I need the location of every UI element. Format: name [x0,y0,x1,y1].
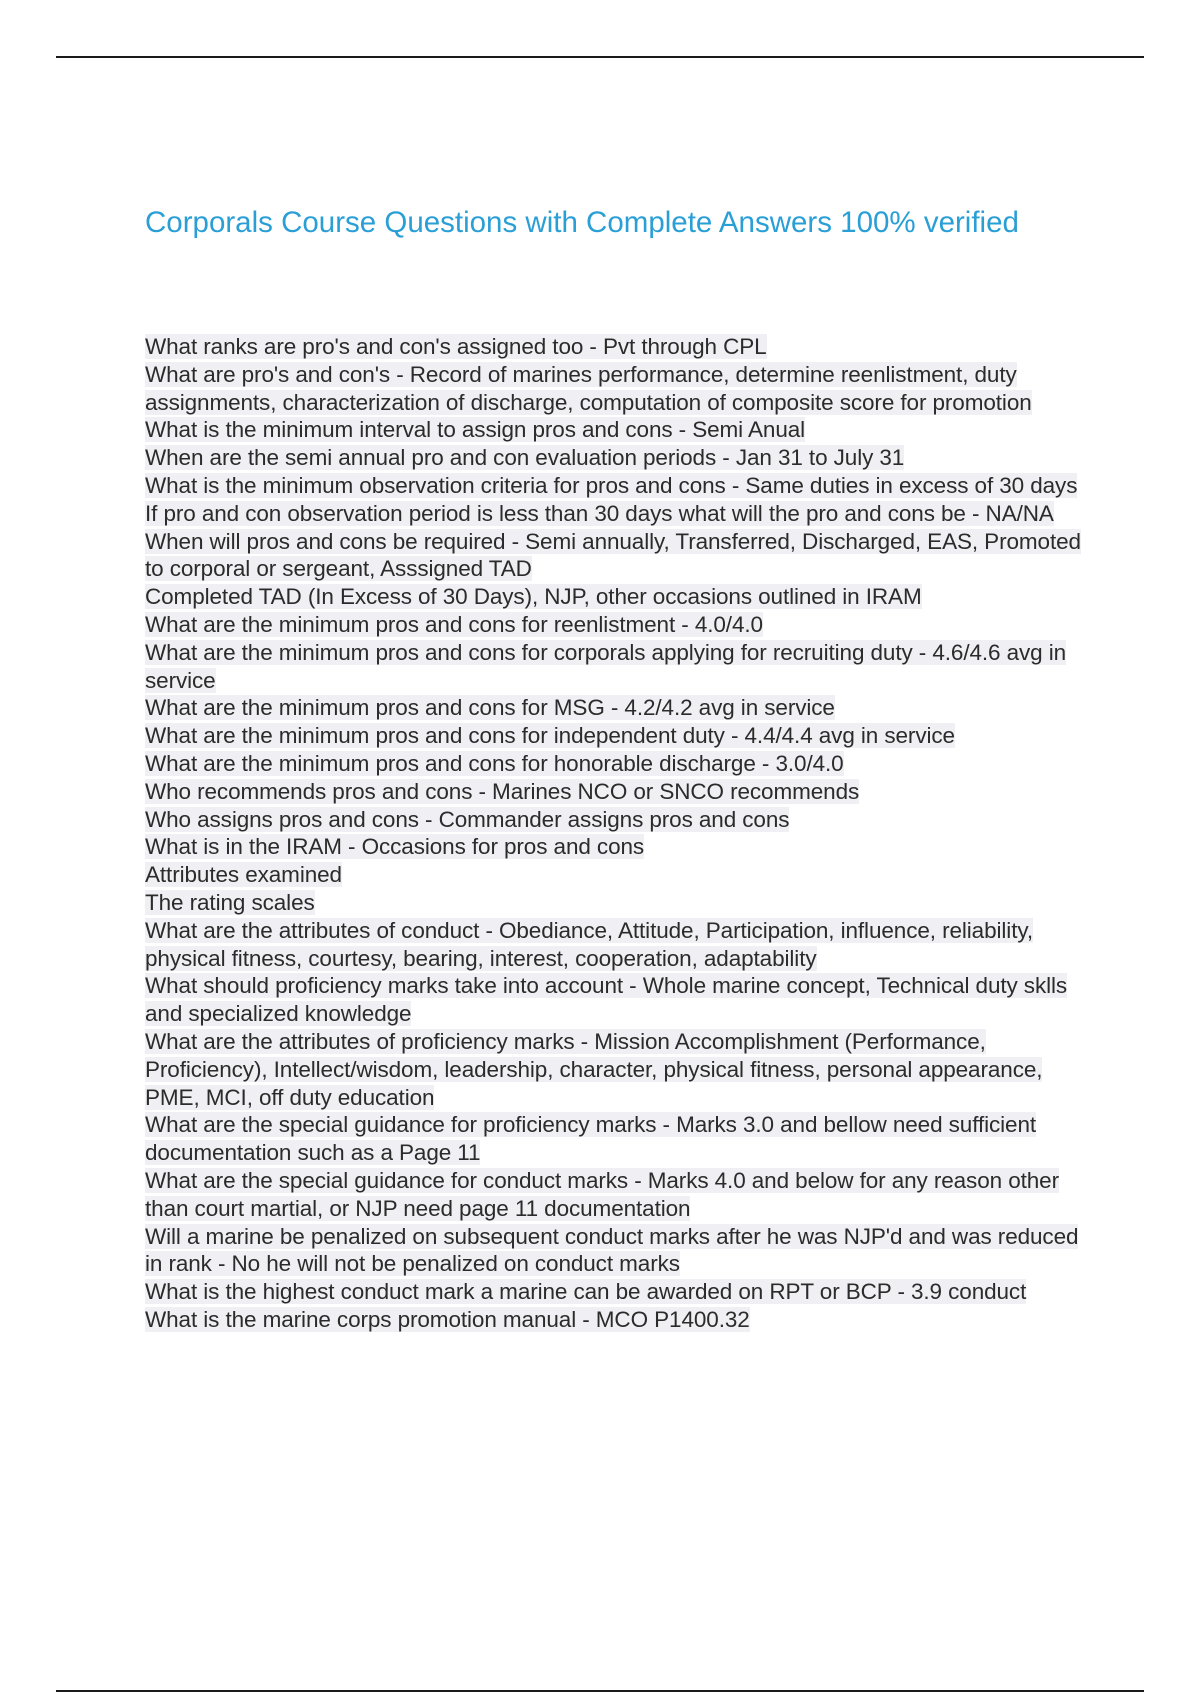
qa-line: Completed TAD (In Excess of 30 Days), NJP, other occasions outlined in IRAM [145,584,922,610]
qa-line: Who assigns pros and cons - Commander assigns pros and cons [145,806,790,832]
header-rule [56,56,1144,58]
qa-line: Who recommends pros and cons - Marines NCO or SNCO recommends [145,778,860,804]
qa-line: What are the minimum pros and cons for independent duty - 4.4/4.4 avg in service [145,723,955,749]
qa-line: What are the special guidance for proficiency marks - Marks 3.0 and bellow need sufficient documentation such as a Page 11 [145,1112,1037,1166]
qa-line: What should proficiency marks take into account - Whole marine concept, Technical duty sklls and specialized knowledge [145,973,1068,1027]
qa-line: What are the attributes of proficiency marks - Mission Accomplishment (Performance, Proficiency), Intellect/wisdom, leadership, character, physical fitness, personal appearance, PME, MCI, off duty education [145,1028,1043,1110]
qa-body [145,333,1095,1334]
qa-line: If pro and con observation period is less than 30 days what will the pro and cons be - NA/NA [145,500,1054,526]
qa-line: Will a marine be penalized on subsequent conduct marks after he was NJP'd and was reduced in rank - No he will not be penalized on conduct marks [145,1223,1079,1277]
qa-line: What is the highest conduct mark a marine can be awarded on RPT or BCP - 3.9 conduct [145,1279,1027,1305]
qa-line: When will pros and cons be required - Semi annually, Transferred, Discharged, EAS, Promoted to corporal or sergeant, Asssigned TAD [145,528,1081,582]
qa-line: Attributes examined [145,862,342,888]
document-title: Corporals Course Questions with Complete Answers 100% verified [145,206,1019,239]
qa-line: What are the minimum pros and cons for reenlistment - 4.0/4.0 [145,611,763,637]
qa-line: What are the minimum pros and cons for MSG - 4.2/4.2 avg in service [145,695,835,721]
qa-line: What are the special guidance for conduct marks - Marks 4.0 and below for any reason other than court martial, or NJP need page 11 documentation [145,1167,1059,1221]
qa-line: What ranks are pro's and con's assigned too - Pvt through CPL [145,334,767,359]
footer-rule [56,1690,1144,1692]
qa-line: What is the minimum interval to assign pros and cons - Semi Anual [145,417,806,443]
qa-line: What are pro's and con's - Record of marines performance, determine reenlistment, duty assignments, characterization of discharge, computation of composite score for promotion [145,361,1032,415]
qa-line: When are the semi annual pro and con evaluation periods - Jan 31 to July 31 [145,445,905,471]
qa-line: What are the attributes of conduct - Obediance, Attitude, Participation, influence, reliability, physical fitness, courtesy, bearing, interest, cooperation, adaptability [145,917,1033,971]
qa-line: What are the minimum pros and cons for corporals applying for recruiting duty - 4.6/4.6 avg in service [145,639,1067,693]
qa-line: The rating scales [145,889,315,915]
qa-line: What is in the IRAM - Occasions for pros and cons [145,834,645,860]
qa-line: What is the minimum observation criteria for pros and cons - Same duties in excess of 30 days [145,472,1078,498]
qa-line: What is the marine corps promotion manual - MCO P1400.32 [145,1306,750,1332]
qa-line: What are the minimum pros and cons for honorable discharge - 3.0/4.0 [145,750,844,776]
